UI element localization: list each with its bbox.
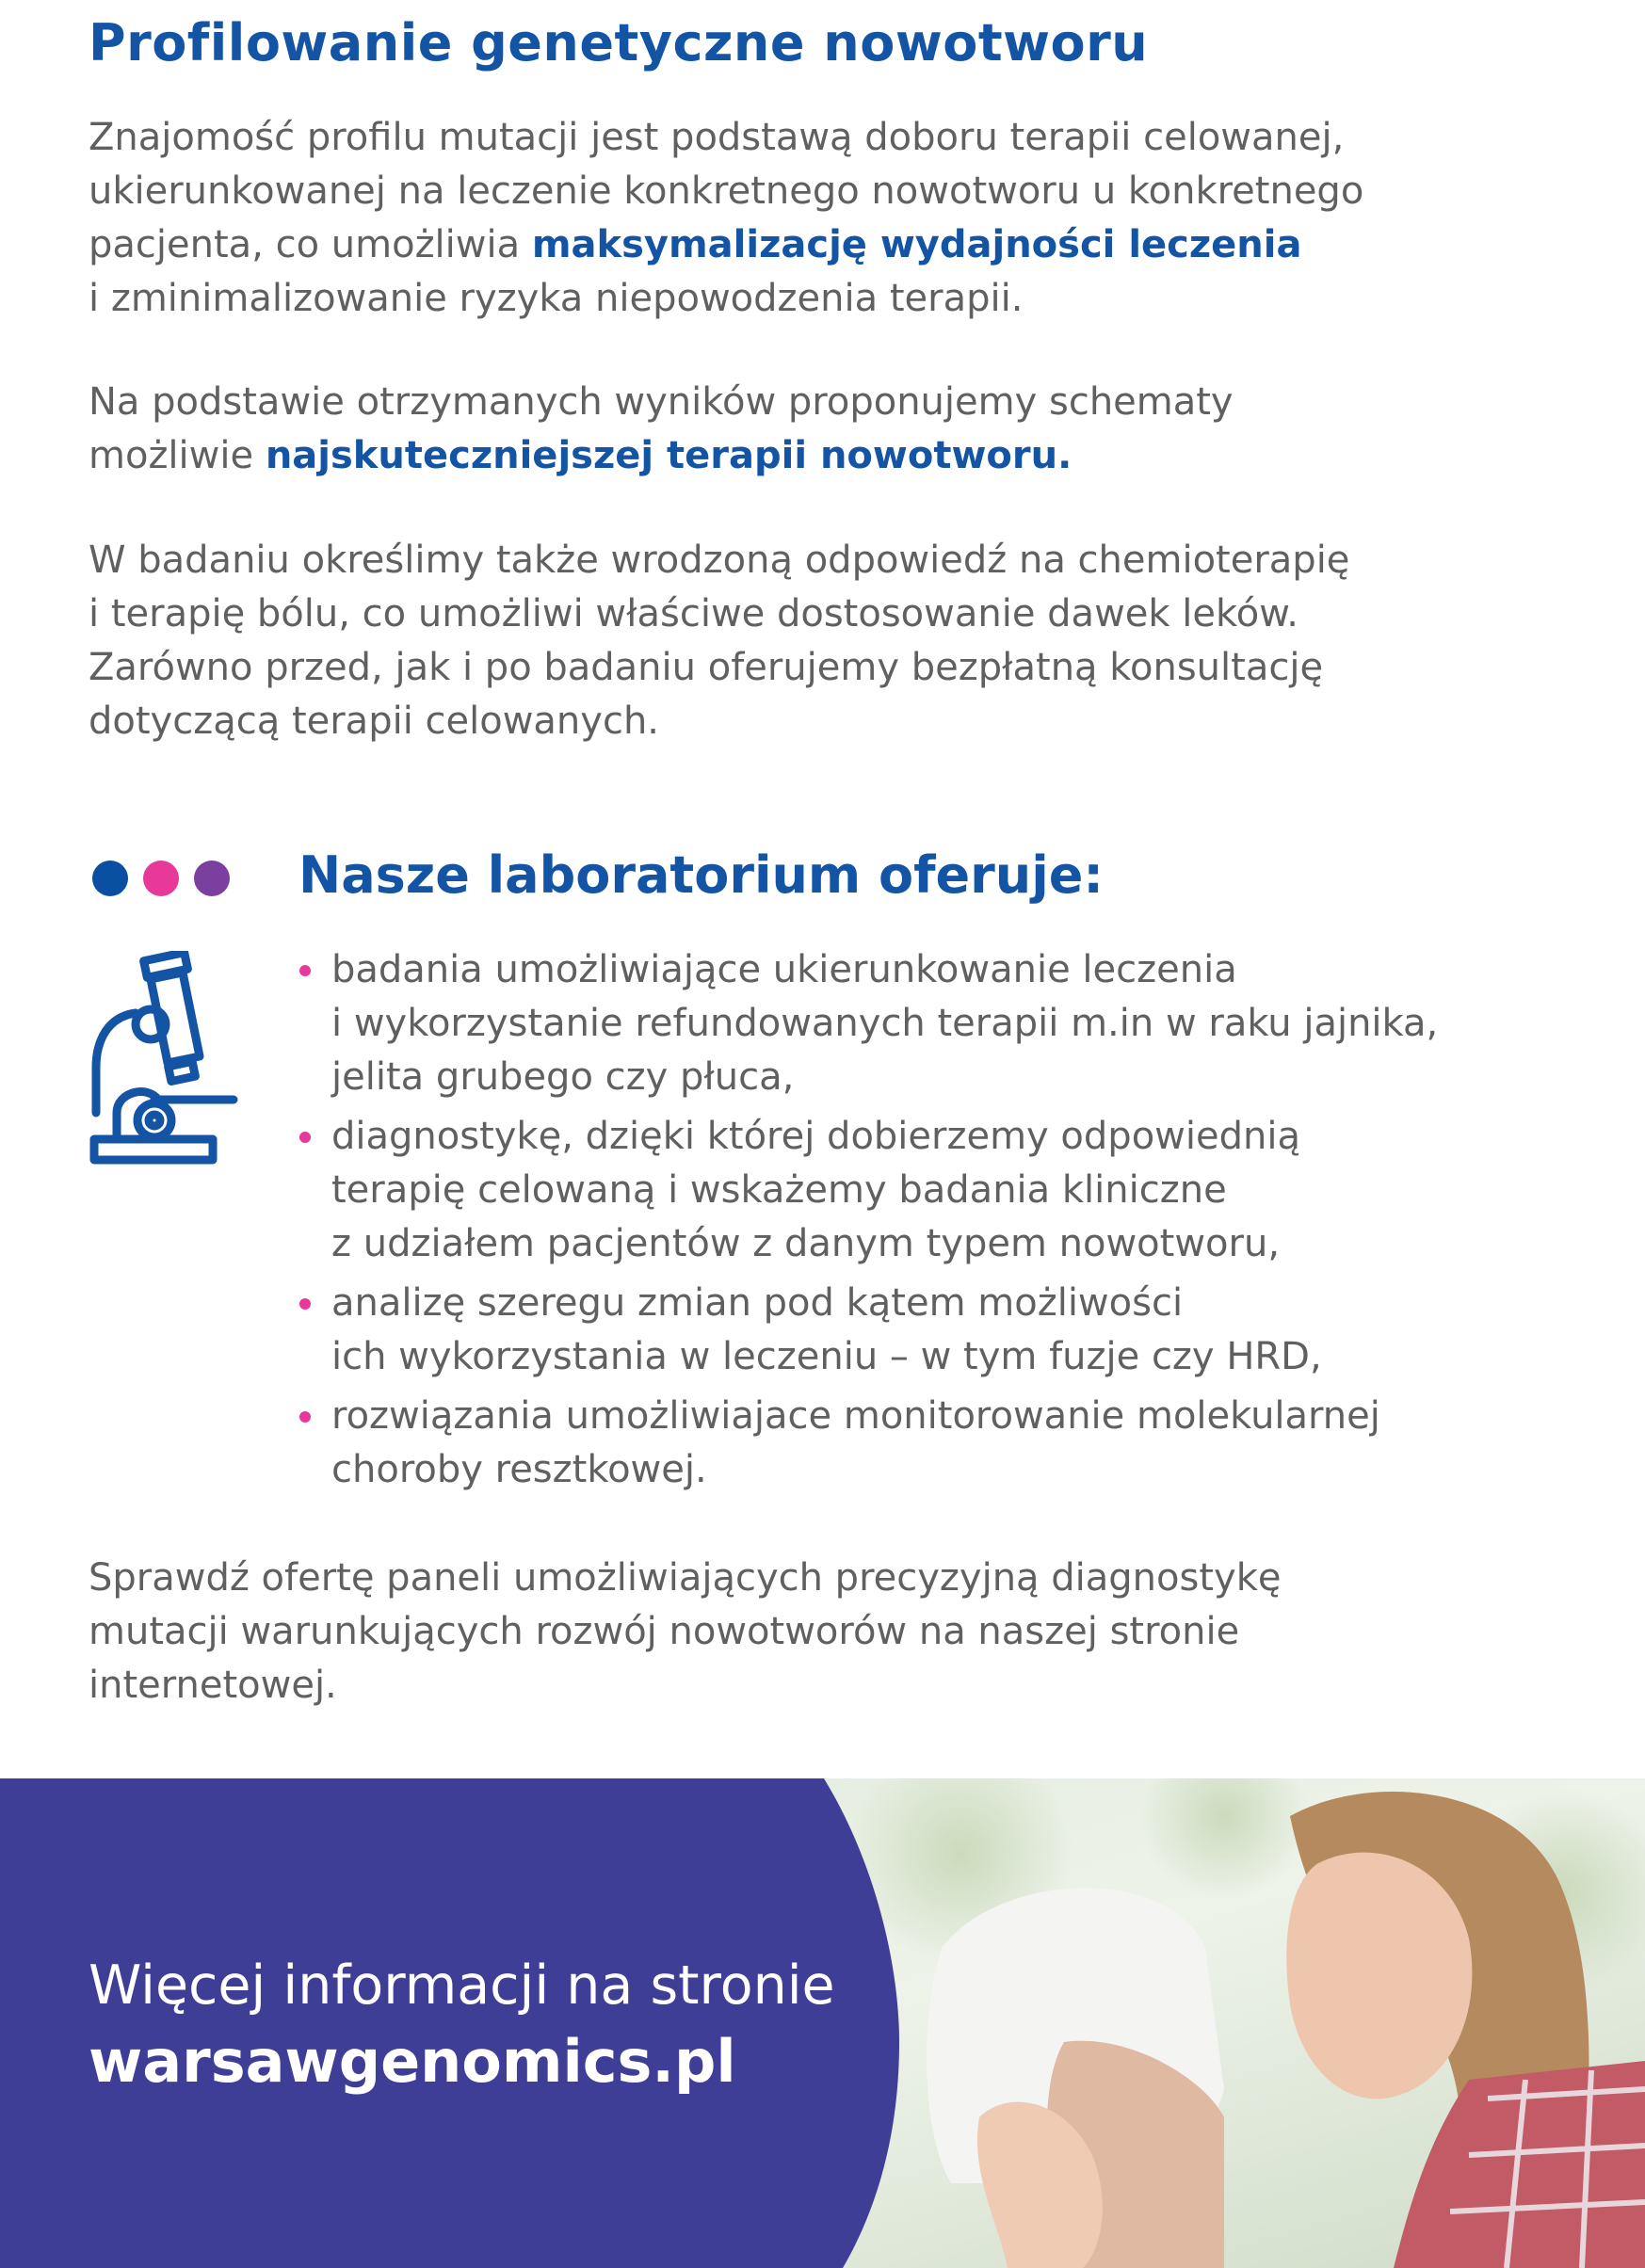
chemo-paragraph: W badaniu określimy także wrodzoną odpowiedź na chemioterapię i terapię bólu, co umożliwi właściwe dostosowanie dawek leków. Zarówno przed, jak i po badaniu oferujemy bezpłatną konsultację dotyczącą terapii celowanych. — [89, 539, 1350, 743]
list-item — [296, 943, 1614, 1104]
offers-heading: Nasze laboratorium oferuje: — [298, 845, 1104, 905]
intro-text-start: Znajomość profilu mutacji jest podstawą doboru terapii celowanej, ukierunkowanej na leczenie konkretnego nowotworu u konkretnego pacjenta, co umożliwia — [89, 116, 1364, 266]
dot-pink — [143, 861, 179, 896]
intro-highlight: maksymalizację wydajności leczenia — [531, 223, 1302, 266]
bullet-dot — [299, 965, 311, 976]
dot-blue — [92, 861, 128, 896]
intro-paragraph — [89, 111, 1576, 326]
intro-text-end: i zminimalizowanie ryzyka niepowodzenia terapii. — [89, 277, 1024, 320]
bullet-dot — [299, 1298, 311, 1310]
banner-info-line: Więcej informacji na stronie — [89, 1954, 835, 2017]
offers-list — [296, 943, 1614, 1503]
microscope-icon — [89, 951, 239, 1167]
list-item — [296, 1277, 1614, 1384]
bullet-dot — [299, 1132, 311, 1143]
closing-paragraph: Sprawdź ofertę paneli umożliwiających precyzyjną diagnostykę mutacji warunkujących rozwój nowotworów na naszej stronie internetowej. — [89, 1556, 1282, 1707]
list-item — [296, 1110, 1614, 1271]
list-item — [296, 1390, 1614, 1497]
dot-purple — [194, 861, 230, 896]
therapy-highlight: najskuteczniejszej terapii nowotworu. — [265, 434, 1072, 477]
banner-text — [89, 1949, 835, 2101]
bullet-dot — [299, 1411, 311, 1423]
list-item-text: analizę szeregu zmian pod kątem możliwości ich wykorzystania w leczeniu – w tym fuzje czy HRD, — [331, 1281, 1322, 1378]
therapy-paragraph — [89, 376, 1576, 483]
list-item-text: rozwiązania umożliwiajace monitorowanie molekularnej choroby resztkowej. — [331, 1394, 1380, 1491]
list-item-text: badania umożliwiające ukierunkowanie leczenia i wykorzystanie refundowanych terapii m.in w raku jajnika, jelita grubego czy płuca, — [331, 948, 1439, 1099]
website-link[interactable]: warsawgenomics.pl — [89, 2027, 736, 2096]
list-item-text: diagnostykę, dzięki której dobierzemy odpowiednią terapię celowaną i wskażemy badania kliniczne z udziałem pacjentów z danym typem nowotworu, — [331, 1115, 1300, 1265]
decorative-dots — [92, 861, 230, 896]
page-title: Profilowanie genetyczne nowotworu — [89, 13, 1149, 72]
therapy-text-start: Na podstawie otrzymanych wyników proponujemy schematy możliwie — [89, 380, 1234, 477]
